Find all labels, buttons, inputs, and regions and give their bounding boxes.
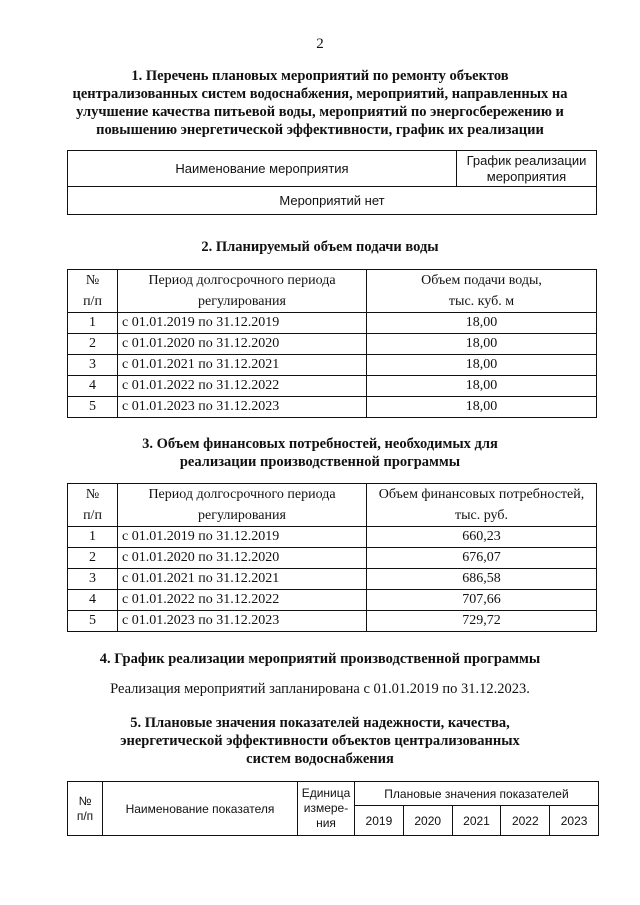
row-number: 5 [68, 611, 118, 632]
measures-schedule-header: График реализации мероприятия [457, 151, 597, 187]
row-value: 18,00 [367, 355, 597, 376]
indicators-unit-header: Единица измере- ния [298, 782, 355, 836]
row-period: с 01.01.2022 по 31.12.2022 [118, 590, 367, 611]
row-number: 4 [68, 590, 118, 611]
section-1-title: 1. Перечень плановых мероприятий по ремонту объектов централизованных систем водоснабжения, мероприятий, направленных на улучшение качества питьевой воды, мероприятий по энергосбережению и повышению энергетической эффективности, график их реализации [72, 68, 568, 138]
row-number: 1 [68, 313, 118, 334]
water-period-header: Период долгосрочного периода регулирования [118, 270, 367, 313]
water-value-header: Объем подачи воды, тыс. куб. м [367, 270, 597, 313]
financial-needs-table [67, 483, 597, 632]
finance-num-header: № п/п [68, 484, 118, 527]
row-period: с 01.01.2023 по 31.12.2023 [118, 397, 367, 418]
year-2022-header: 2022 [501, 806, 550, 836]
row-period: с 01.01.2020 по 31.12.2020 [118, 334, 367, 355]
section-4-title: 4. График реализации мероприятий производственной программы [99, 651, 541, 667]
row-number: 2 [68, 334, 118, 355]
row-number: 3 [68, 569, 118, 590]
table-row [68, 313, 597, 334]
row-value: 707,66 [367, 590, 597, 611]
indicators-num-header: № п/п [68, 782, 103, 836]
row-value: 660,23 [367, 527, 597, 548]
row-value: 18,00 [367, 334, 597, 355]
indicators-name-header: Наименование показателя [103, 782, 298, 836]
table-row [68, 611, 597, 632]
year-2019-header: 2019 [355, 806, 404, 836]
row-value: 18,00 [367, 397, 597, 418]
section-5-title: 5. Плановые значения показателей надежности, качества, энергетической эффективности объектов централизованных систем водоснабжения [120, 715, 520, 767]
row-number: 5 [68, 397, 118, 418]
table-row [68, 548, 597, 569]
row-period: с 01.01.2023 по 31.12.2023 [118, 611, 367, 632]
year-2023-header: 2023 [550, 806, 599, 836]
table-row [68, 569, 597, 590]
table-row [68, 590, 597, 611]
schedule-text: Реализация мероприятий запланирована с 01.01.2019 по 31.12.2023. [110, 681, 530, 697]
indicators-table [67, 781, 599, 836]
row-number: 4 [68, 376, 118, 397]
row-number: 3 [68, 355, 118, 376]
section-3-title: 3. Объем финансовых потребностей, необходимых для реализации производственной программы [142, 436, 498, 470]
row-value: 729,72 [367, 611, 597, 632]
row-value: 18,00 [367, 376, 597, 397]
year-2020-header: 2020 [403, 806, 452, 836]
finance-period-header: Период долгосрочного периода регулирования [118, 484, 367, 527]
row-period: с 01.01.2020 по 31.12.2020 [118, 548, 367, 569]
water-num-header: № п/п [68, 270, 118, 313]
page-number: 2 [316, 36, 324, 52]
row-value: 686,58 [367, 569, 597, 590]
table-row [68, 334, 597, 355]
table-row [68, 527, 597, 548]
row-period: с 01.01.2021 по 31.12.2021 [118, 355, 367, 376]
water-volume-table [67, 269, 597, 418]
row-period: с 01.01.2019 по 31.12.2019 [118, 527, 367, 548]
row-period: с 01.01.2022 по 31.12.2022 [118, 376, 367, 397]
measures-name-header: Наименование мероприятия [68, 151, 457, 187]
table-row [68, 376, 597, 397]
measures-table [67, 150, 597, 215]
year-2021-header: 2021 [452, 806, 501, 836]
row-number: 2 [68, 548, 118, 569]
row-value: 676,07 [367, 548, 597, 569]
row-value: 18,00 [367, 313, 597, 334]
no-measures-cell: Мероприятий нет [68, 187, 597, 215]
table-row [68, 355, 597, 376]
row-number: 1 [68, 527, 118, 548]
row-period: с 01.01.2021 по 31.12.2021 [118, 569, 367, 590]
section-2-title: 2. Планируемый объем подачи воды [201, 239, 439, 255]
row-period: с 01.01.2019 по 31.12.2019 [118, 313, 367, 334]
table-row [68, 397, 597, 418]
indicators-plan-header: Плановые значения показателей [355, 782, 599, 806]
finance-value-header: Объем финансовых потребностей, тыс. руб. [367, 484, 597, 527]
